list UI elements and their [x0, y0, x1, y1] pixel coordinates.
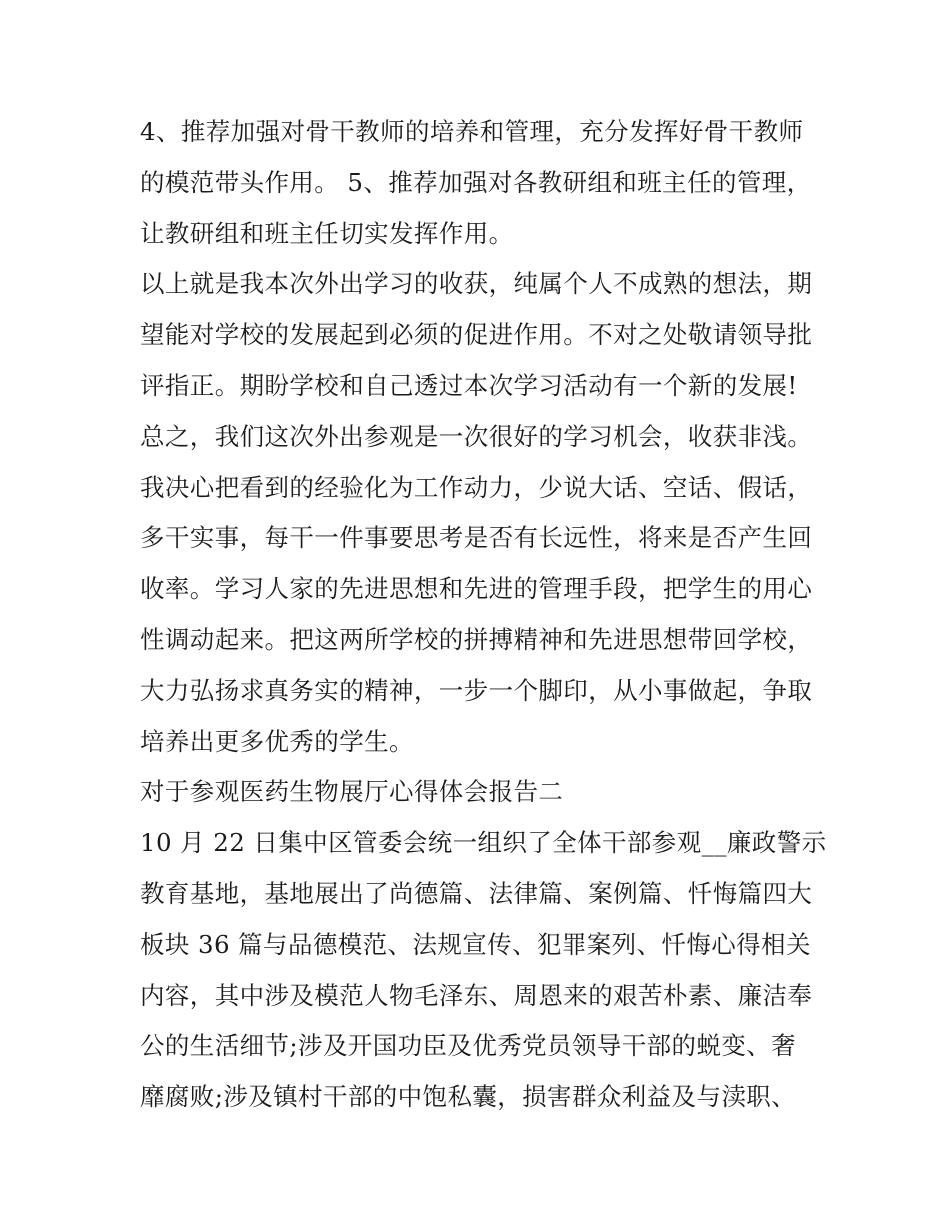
text-line: 性调动起来。把这两所学校的拼搏精神和先进思想带回学校，: [140, 624, 813, 654]
text-line: 4、推荐加强对骨干教师的培养和管理，充分发挥好骨干教师: [140, 117, 804, 146]
text-line: 公的生活细节;涉及开国功臣及优秀党员领导干部的蜕变、奢: [140, 1031, 797, 1061]
text-line: 靡腐败;涉及镇村干部的中饱私囊，损害群众利益及与渎职、: [140, 1082, 797, 1112]
text-line: 以上就是我本次外出学习的收获，纯属个人不成熟的想法，期: [140, 269, 813, 299]
text-line: 内容，其中涉及模范人物毛泽东、周恩来的艰苦朴素、廉洁奉: [140, 980, 813, 1010]
text-line: 大力弘扬求真务实的精神，一步一个脚印，从小事做起，争取: [140, 675, 813, 705]
text-line: 望能对学校的发展起到必须的促进作用。不对之处敬请领导批: [140, 320, 813, 350]
text-line: 10 月 22 日集中区管委会统一组织了全体干部参观__廉政警示: [140, 828, 827, 858]
text-line: 让教研组和班主任切实发挥作用。: [140, 218, 514, 248]
text-line: 总之，我们这次外出参观是一次很好的学习机会，收获非浅。: [140, 421, 813, 451]
text-line: 评指正。期盼学校和自己透过本次学习活动有一个新的发展!: [140, 370, 798, 400]
document-body: [140, 107, 830, 1123]
text-line: 我决心把看到的经验化为工作动力，少说大话、空话、假话，: [140, 472, 813, 502]
text-line: 多干实事，每干一件事要思考是否有长远性，将来是否产生回: [140, 523, 813, 553]
text-line: 培养出更多优秀的学生。: [140, 726, 414, 756]
text-line: 收率。学习人家的先进思想和先进的管理手段，把学生的用心: [140, 574, 813, 604]
text-line: 教育基地，基地展出了尚德篇、法律篇、案例篇、忏悔篇四大: [140, 878, 813, 908]
text-line: 的模范带头作用。 5、推荐加强对各教研组和班主任的管理，: [140, 167, 812, 197]
section-heading: 对于参观医药生物展厅心得体会报告二: [140, 777, 564, 807]
text-line: 板块 36 篇与品德模范、法规宣传、犯罪案列、忏悔心得相关: [140, 929, 811, 959]
